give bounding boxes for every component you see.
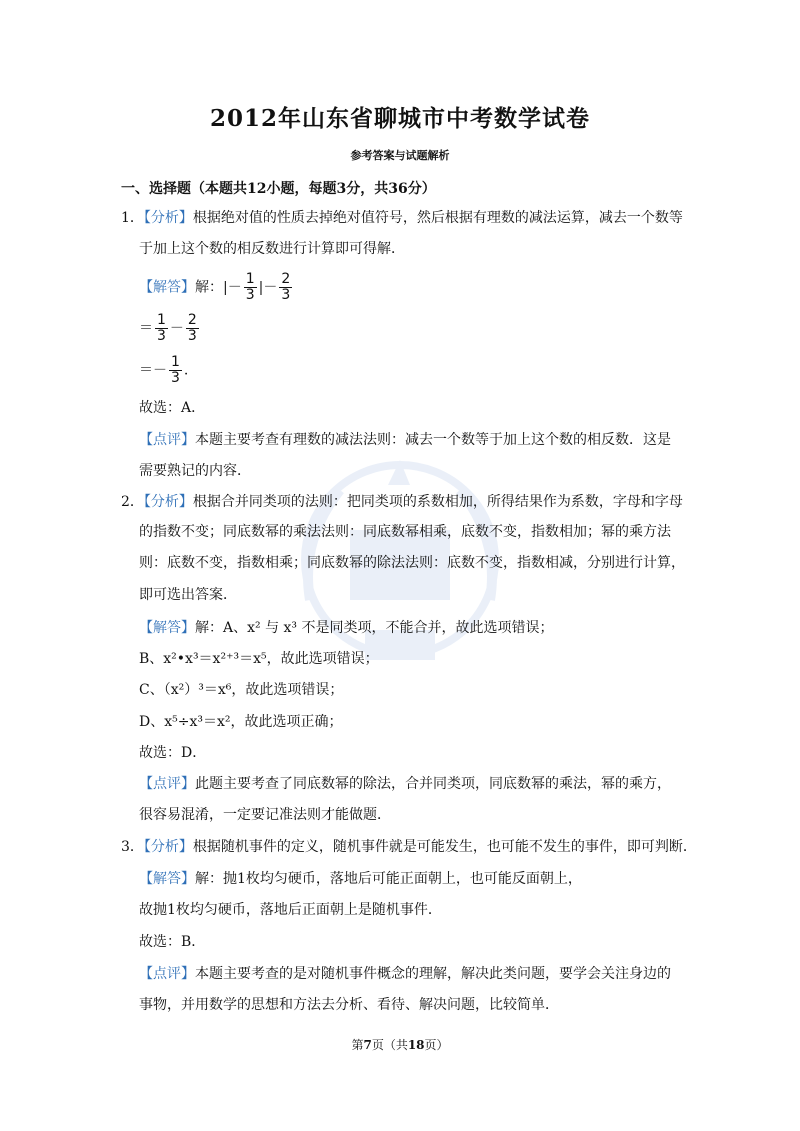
- q2-option-d: D、x⁵÷x³＝x²，故此选项正确；: [139, 714, 343, 730]
- q3-answer-line-2: 故抛1枚均匀硬币，落地后正面朝上是随机事件．: [139, 902, 442, 918]
- q1-equation-line-2: [139, 355, 188, 386]
- total-page-count: 18: [407, 1038, 425, 1052]
- q1-analysis-line-2: 于加上这个数的相反数进行计算即可得解．: [139, 241, 405, 257]
- page-subtitle: 参考答案与试题解析: [350, 149, 450, 162]
- q3-answer-line-1: [139, 869, 582, 889]
- comment-tag: 【点评】: [139, 966, 195, 982]
- analysis-text: 根据绝对值的性质去掉绝对值符号，然后根据有理数的减法运算，减去一个数等: [192, 210, 683, 226]
- q1-answer-line: [139, 272, 294, 303]
- comment-tag: 【点评】: [139, 776, 195, 792]
- equation-text: ＝－: [139, 362, 167, 379]
- q3-comment-line-1: [139, 964, 671, 984]
- fraction: $\frac{2}{3}$: [187, 312, 197, 344]
- analysis-tag: 【分析】: [143, 494, 193, 510]
- current-page-number: 7: [363, 1038, 372, 1052]
- answer-tag: 【解答】: [139, 871, 195, 887]
- question-number: 1．: [121, 210, 144, 226]
- q2-option-b: B、x²•x³＝x²⁺³＝x⁵，故此选项错误；: [139, 651, 379, 667]
- comment-tag: 【点评】: [139, 432, 195, 448]
- footer-text: 第: [351, 1038, 364, 1052]
- q3-analysis-line-1: [121, 837, 697, 857]
- fraction: $\frac{1}{3}$: [171, 354, 180, 386]
- q2-choice: 故选：D．: [139, 745, 207, 761]
- q1-choice: 故选：A．: [139, 400, 206, 416]
- page-title: 2012年山东省聊城市中考数学试卷: [209, 105, 590, 132]
- analysis-text: 根据随机事件的定义，随机事件就是可能发生，也可能不发生的事件，即可判断．: [192, 839, 697, 855]
- q2-option-c: C、（x²）³＝x⁶，故此选项错误；: [139, 682, 344, 698]
- analysis-tag: 【分析】: [143, 210, 193, 226]
- answer-tag: 【解答】: [139, 279, 195, 296]
- answer-text: 解：|－: [195, 279, 242, 296]
- fraction: $\frac{2}{3}$: [281, 271, 291, 303]
- q2-answer-line: [139, 618, 553, 638]
- q1-comment-line-2: 需要熟记的内容．: [139, 463, 251, 479]
- equation-text: －: [169, 320, 184, 337]
- q1-comment-line-1: [139, 430, 671, 450]
- q1-analysis-line-1: [121, 208, 683, 228]
- analysis-tag: 【分析】: [143, 839, 193, 855]
- q3-comment-line-2: 事物，并用数学的思想和方法去分析、看待、解决问题，比较简单．: [139, 997, 559, 1013]
- q1-equation-line-1: [139, 313, 201, 344]
- q2-analysis-line-2: 的指数不变；同底数幂的乘法法则：同底数幂相乘，底数不变，指数相加；幂的乘方法: [139, 524, 671, 540]
- answer-text: 解：抛1枚均匀硬币，落地后可能正面朝上，也可能反面朝上，: [195, 871, 582, 887]
- equation-text: ＝: [139, 320, 153, 337]
- question-number: 3．: [121, 839, 144, 855]
- page-footer: [0, 1036, 800, 1053]
- q2-comment-line-2: 很容易混淆，一定要记准法则才能做题．: [139, 807, 391, 823]
- footer-text: 页）: [424, 1038, 449, 1052]
- q3-choice: 故选：B．: [139, 934, 206, 950]
- answer-tag: 【解答】: [139, 620, 195, 636]
- comment-text: 本题主要考查有理数的减法法则：减去一个数等于加上这个数的相反数．这是: [195, 432, 671, 448]
- fraction: $\frac{1}{3}$: [245, 271, 255, 303]
- answer-text: |－: [258, 279, 278, 296]
- q2-comment-line-1: [139, 774, 671, 794]
- section-heading: 一、选择题（本题共12小题，每题3分，共36分）: [121, 181, 436, 197]
- q2-analysis-line-3: 则：底数不变，指数相乘；同底数幂的除法法则：底数不变，指数相减，分别进行计算，: [139, 555, 685, 571]
- fraction: $\frac{1}{3}$: [157, 312, 166, 344]
- comment-text: 此题主要考查了同底数幂的除法，合并同类项，同底数幂的乘法，幂的乘方，: [195, 776, 671, 792]
- analysis-text: 根据合并同类项的法则：把同类项的系数相加，所得结果作为系数，字母和字母: [192, 494, 683, 510]
- q2-analysis-line-4: 即可选出答案．: [139, 587, 237, 603]
- equation-text: .: [183, 362, 189, 379]
- answer-text: 解：A、x² 与 x³ 不是同类项，不能合并，故此选项错误；: [195, 620, 554, 636]
- footer-text: 页（共: [371, 1038, 408, 1052]
- q2-analysis-line-1: [121, 492, 683, 512]
- question-number: 2．: [121, 494, 144, 510]
- comment-text: 本题主要考查的是对随机事件概念的理解，解决此类问题，要学会关注身边的: [195, 966, 671, 982]
